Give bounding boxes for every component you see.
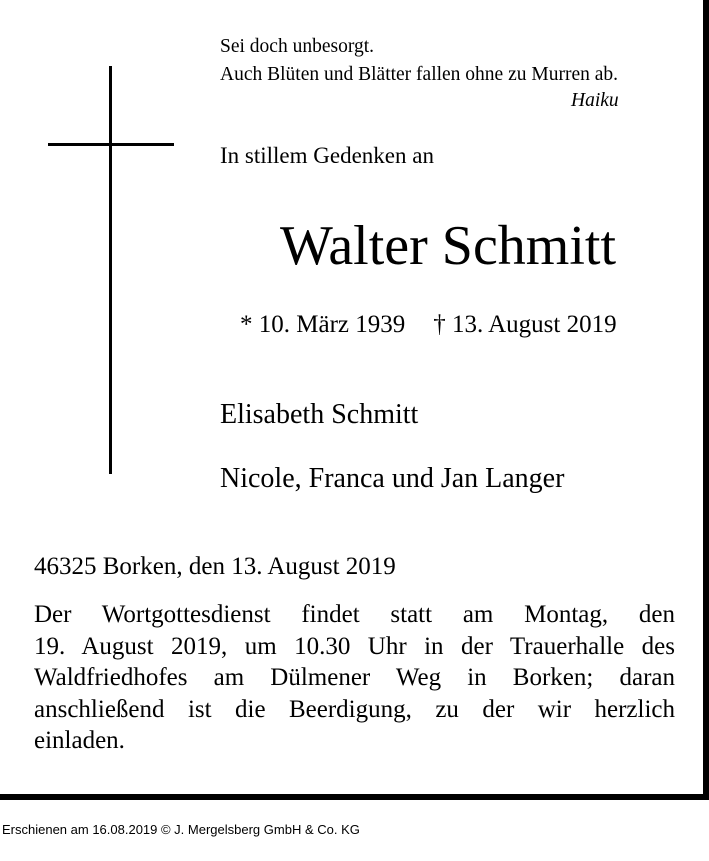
poem bbox=[220, 33, 618, 89]
deceased-name: Walter Schmitt bbox=[279, 215, 617, 277]
notice-line-5: einladen. bbox=[34, 727, 125, 754]
intro-text: In stillem Gedenken an bbox=[220, 143, 434, 168]
publication-footer: Erschienen am 16.08.2019 © J. Mergelsberg GmbH & Co. KG bbox=[2, 822, 360, 837]
poem-line-2: Auch Blüten und Blätter fallen ohne zu Murren ab. bbox=[220, 64, 619, 85]
cross-horizontal-bar bbox=[48, 143, 174, 146]
notice-line-3: Waldfriedhofes am Dülmener Weg in Borken; daran bbox=[34, 664, 675, 691]
notice-line-4: anschließend ist die Beerdigung, zu der wir herzlich bbox=[34, 695, 675, 723]
mourner-2: Nicole, Franca und Jan Langer bbox=[220, 463, 565, 494]
death-date: † 13. August 2019 bbox=[433, 311, 617, 338]
mourner-1: Elisabeth Schmitt bbox=[220, 399, 419, 430]
birth-date: * 10. März 1939 bbox=[240, 311, 406, 338]
place-and-date: 46325 Borken, den 13. August 2019 bbox=[34, 553, 396, 580]
poem-line-1: Sei doch unbesorgt. bbox=[220, 36, 375, 57]
life-dates bbox=[240, 309, 617, 341]
poem-author: Haiku bbox=[571, 90, 619, 111]
notice-line-2: 19. August 2019, um 10.30 Uhr in der Trauerhalle des bbox=[34, 632, 675, 660]
funeral-notice bbox=[34, 599, 675, 757]
notice-line-1: Der Wortgottesdienst findet statt am Montag, den bbox=[34, 601, 675, 628]
cross-vertical-bar bbox=[109, 66, 112, 474]
